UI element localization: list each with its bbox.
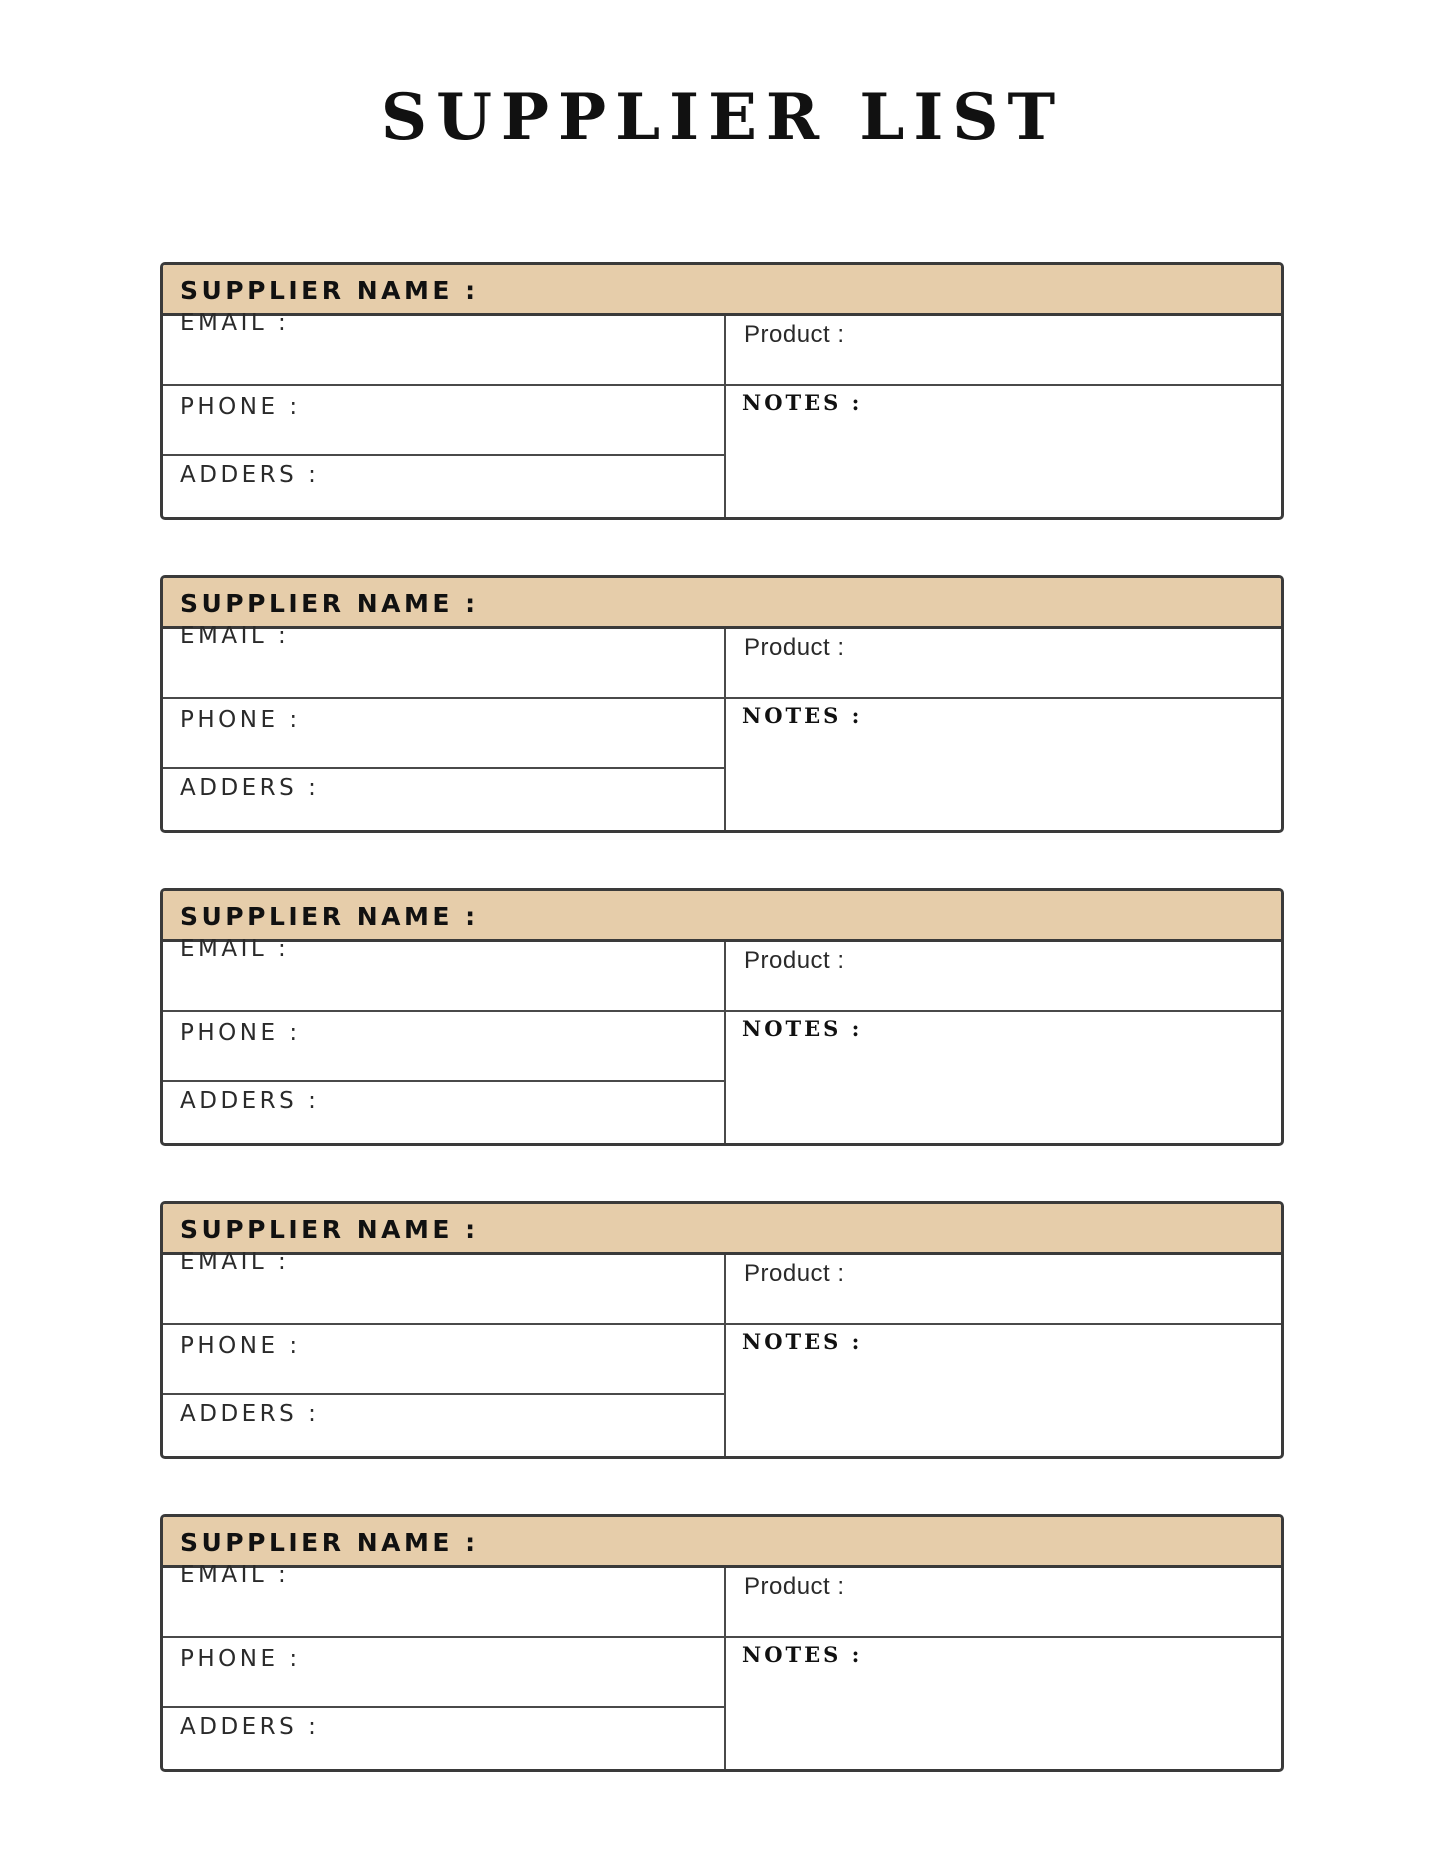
phone-label: PHONE :	[180, 707, 301, 733]
row-divider	[163, 454, 724, 456]
email-label: EMAIL :	[180, 936, 290, 962]
column-divider	[724, 1255, 726, 1456]
product-label: Product :	[744, 947, 845, 974]
email-label: EMAIL :	[180, 623, 290, 649]
adders-label: ADDERS :	[180, 775, 320, 801]
notes-label: NOTES :	[742, 390, 863, 415]
notes-label: NOTES :	[742, 1016, 863, 1041]
phone-label: PHONE :	[180, 1020, 301, 1046]
column-divider	[724, 942, 726, 1143]
column-divider	[724, 1568, 726, 1769]
supplier-name-header	[163, 265, 1281, 316]
row-divider	[726, 384, 1281, 386]
supplier-name-label: SUPPLIER NAME :	[180, 1528, 479, 1557]
row-divider	[163, 1080, 724, 1082]
supplier-name-header	[163, 578, 1281, 629]
product-label: Product :	[744, 1573, 845, 1600]
supplier-name-label: SUPPLIER NAME :	[180, 276, 479, 305]
row-divider	[726, 697, 1281, 699]
row-divider	[163, 384, 724, 386]
adders-label: ADDERS :	[180, 1088, 320, 1114]
adders-label: ADDERS :	[180, 462, 320, 488]
phone-label: PHONE :	[180, 394, 301, 420]
product-label: Product :	[744, 1260, 845, 1287]
product-label: Product :	[744, 634, 845, 661]
supplier-card-3	[160, 888, 1284, 1146]
supplier-name-header	[163, 1204, 1281, 1255]
row-divider	[726, 1010, 1281, 1012]
supplier-name-header	[163, 1517, 1281, 1568]
notes-label: NOTES :	[742, 703, 863, 728]
row-divider	[726, 1636, 1281, 1638]
row-divider	[163, 1636, 724, 1638]
row-divider	[163, 1010, 724, 1012]
notes-label: NOTES :	[742, 1642, 863, 1667]
adders-label: ADDERS :	[180, 1401, 320, 1427]
supplier-name-header	[163, 891, 1281, 942]
notes-label: NOTES :	[742, 1329, 863, 1354]
column-divider	[724, 629, 726, 830]
adders-label: ADDERS :	[180, 1714, 320, 1740]
supplier-card-2	[160, 575, 1284, 833]
email-label: EMAIL :	[180, 1249, 290, 1275]
supplier-card-5	[160, 1514, 1284, 1772]
column-divider	[724, 316, 726, 517]
phone-label: PHONE :	[180, 1333, 301, 1359]
product-label: Product :	[744, 321, 845, 348]
supplier-name-label: SUPPLIER NAME :	[180, 589, 479, 618]
row-divider	[726, 1323, 1281, 1325]
supplier-card-4	[160, 1201, 1284, 1459]
page-title: SUPPLIER LIST	[380, 80, 1065, 155]
email-label: EMAIL :	[180, 310, 290, 336]
row-divider	[163, 767, 724, 769]
phone-label: PHONE :	[180, 1646, 301, 1672]
row-divider	[163, 1323, 724, 1325]
row-divider	[163, 1706, 724, 1708]
row-divider	[163, 697, 724, 699]
supplier-name-label: SUPPLIER NAME :	[180, 902, 479, 931]
row-divider	[163, 1393, 724, 1395]
email-label: EMAIL :	[180, 1562, 290, 1588]
supplier-card-1	[160, 262, 1284, 520]
supplier-name-label: SUPPLIER NAME :	[180, 1215, 479, 1244]
